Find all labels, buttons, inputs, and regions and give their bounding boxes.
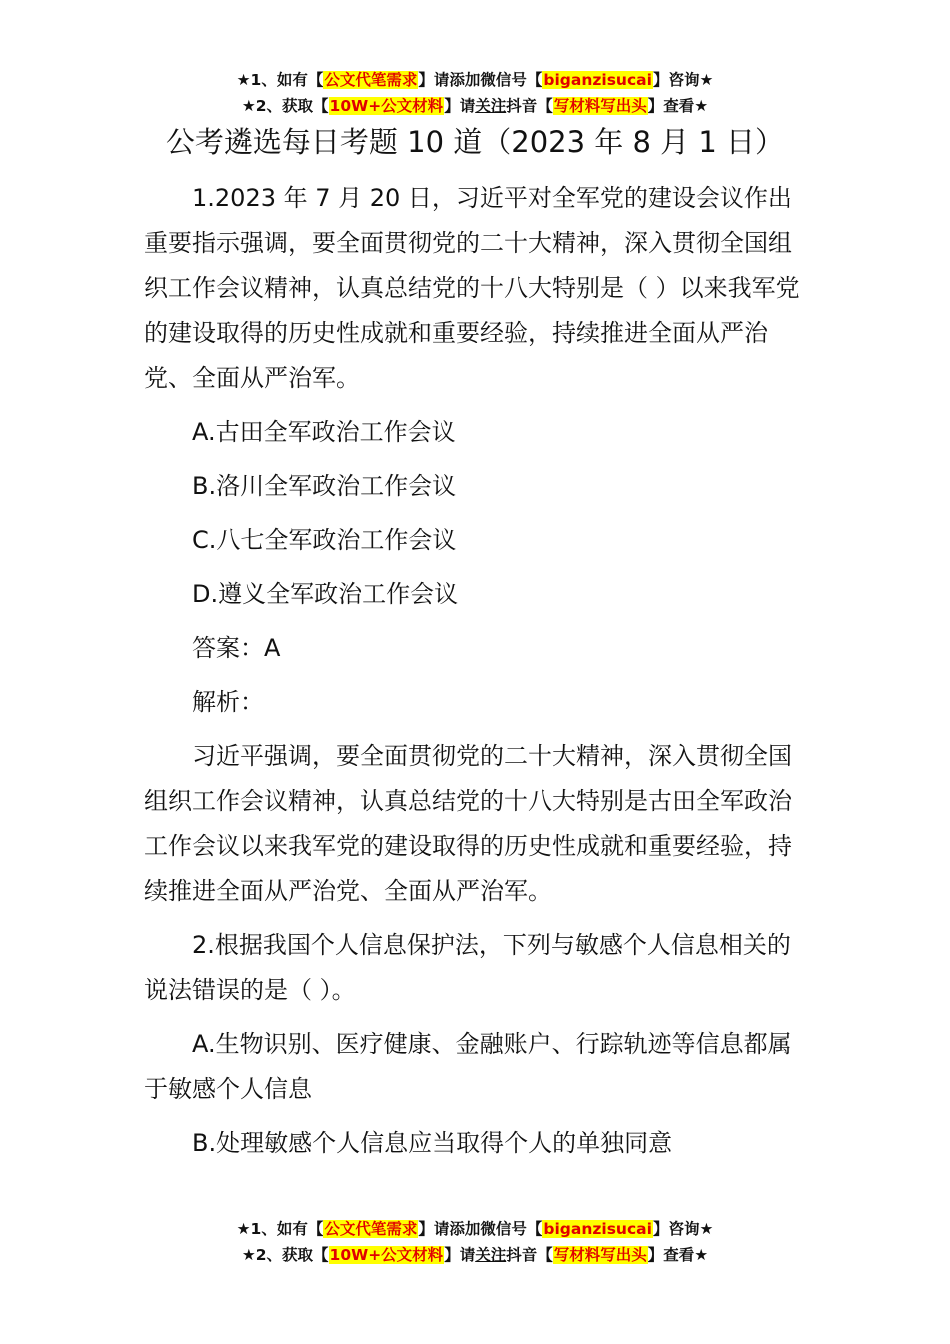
- highlight-service: 公文代笔需求: [324, 1220, 418, 1238]
- question-1-option-d: D.遵义全军政治工作会议: [192, 580, 459, 608]
- highlight-douyin: 写材料写出头: [553, 1246, 647, 1264]
- highlight-wechat-id: biganzisucai: [543, 71, 652, 89]
- question-2-stem: 2.根据我国个人信息保护法，下列与敏感个人信息相关的说法错误的是（ ）。: [144, 931, 791, 1004]
- question-1-answer: 答案：A: [192, 634, 281, 662]
- highlight-materials: 10W+公文材料: [329, 1246, 444, 1264]
- highlight-materials: 10W+公文材料: [329, 97, 444, 115]
- question-1-option-c: C.八七全军政治工作会议: [192, 526, 457, 554]
- highlight-douyin: 写材料写出头: [553, 97, 647, 115]
- header-banner: [0, 67, 950, 119]
- banner-line-1: ★1、如有【公文代笔需求】请添加微信号【biganzisucai】咨询★: [236, 1220, 714, 1238]
- question-1-option-b: B.洛川全军政治工作会议: [192, 472, 457, 500]
- question-1-stem: 1.2023 年 7 月 20 日，习近平对全军党的建设会议作出重要指示强调，要全面贯彻党的二十大精神，深入贯彻全国组织工作会议精神，认真总结党的十八大特别是（ ）以来我军党的建设取得的历史性成就和重要经验，持续推进全面从严治党、全面从严治军。: [144, 184, 800, 392]
- banner-line-1: ★1、如有【公文代笔需求】请添加微信号【biganzisucai】咨询★: [236, 71, 714, 89]
- banner-line-2: ★2、获取【10W+公文材料】请关注抖音【写材料写出头】查看★: [241, 1246, 709, 1264]
- footer-banner: [0, 1216, 950, 1268]
- question-1-option-a: A.古田全军政治工作会议: [192, 418, 456, 446]
- banner-line-2: ★2、获取【10W+公文材料】请关注抖音【写材料写出头】查看★: [241, 97, 709, 115]
- question-2-option-a: A.生物识别、医疗健康、金融账户、行踪轨迹等信息都属于敏感个人信息: [144, 1030, 792, 1103]
- question-1-analysis: 习近平强调，要全面贯彻党的二十大精神，深入贯彻全国组织工作会议精神，认真总结党的十八大特别是古田全军政治工作会议以来我军党的建设取得的历史性成就和重要经验，持续推进全面从严治党、全面从严治军。: [144, 742, 792, 905]
- highlight-service: 公文代笔需求: [324, 71, 418, 89]
- document-title: 公考遴选每日考题 10 道（2023 年 8 月 1 日）: [165, 125, 785, 159]
- question-1-analysis-label: 解析：: [192, 688, 264, 716]
- document-body: [144, 176, 808, 1175]
- highlight-wechat-id: biganzisucai: [543, 1220, 652, 1238]
- question-2-option-b: B.处理敏感个人信息应当取得个人的单独同意: [192, 1129, 673, 1157]
